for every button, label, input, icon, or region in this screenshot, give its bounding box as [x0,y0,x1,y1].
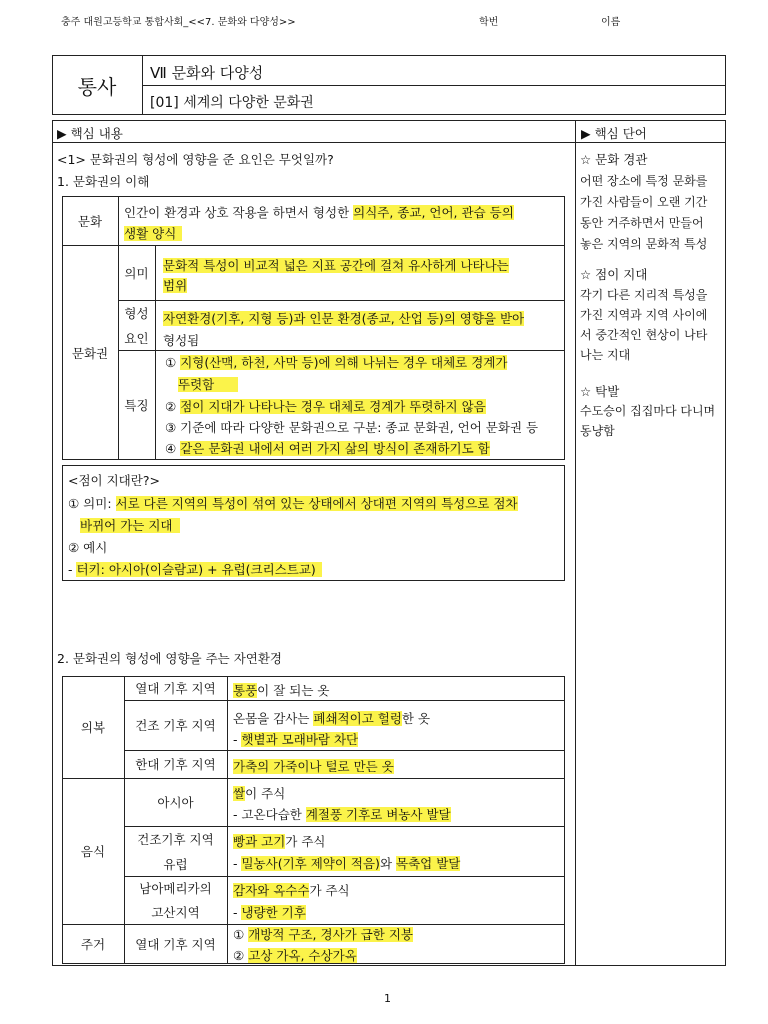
term-transition-zone: ☆ 점이 지대 [580,267,648,282]
clothing-hot-region: 열대 기후 지역 [135,681,216,696]
clothing-label: 의복 [80,720,106,735]
section1-heading: 1. 문화권의 이해 [57,174,150,189]
factor-label: 형성 [124,305,149,321]
transition-example: - 터키: 아시아(이슬람교) + 유럽(크리스트교) [68,560,322,578]
clothing-dry-text: 온몸을 감사는 폐쇄적이고 헐렁한 옷 [233,711,431,726]
culture-definition: 인간이 환경과 상호 작용을 하면서 형성한 의식주, 종교, 언어, 관습 등의 [124,205,514,220]
meaning-label: 의미 [124,265,149,281]
header-title: 충주 대원고등학교 통합사회_<<7. 문화와 다양성>> [61,17,296,28]
food-dry-text: 빵과 고기가 주식 [233,834,326,849]
name-label: 이름 [601,17,621,28]
food-andes-region: 남아메리카의 [139,881,212,896]
region-label: 문화권 [71,345,109,361]
term-cultural-landscape-desc: 어떤 장소에 특정 문화를 가진 사람들이 오랜 기간 동안 거주하면서 만들어 놓은 지역의 문화적 특성 [580,174,708,251]
main-column-head: ▶ 핵심 내용 [57,126,123,141]
subject-title: 통사 [77,74,117,99]
feature-label: 특징 [124,398,149,413]
culture-label: 문화 [77,213,103,229]
culture-definition-hl: 생활 양식 [124,226,182,241]
term-cultural-landscape: ☆ 문화 경관 [580,152,648,167]
meaning-text-2: 범위 [163,278,188,293]
lesson-title: [01] 세계의 다양한 문화권 [150,95,314,111]
food-asia-text-2: - 고온다습한 계절풍 기후로 벼농사 발달 [233,807,451,822]
food-asia-region: 아시아 [157,795,194,810]
factor-text: 자연환경(기후, 지형 등)과 인문 환경(종교, 산업 등)의 영향을 받아 [163,311,525,326]
unit-title: Ⅶ 문화와 다양성 [150,64,264,82]
food-andes-region-2: 고산지역 [151,905,200,920]
food-asia-text: 쌀이 주식 [233,786,286,801]
housing-text: ① 개방적 구조, 경사가 급한 지붕 [233,927,413,942]
transition-example-label: ② 예시 [68,540,108,555]
feature-4: ④ 같은 문화권 내에서 여러 가지 삶의 방식이 존재하기도 함 [165,441,490,456]
feature-1-cont: 뚜렷함 [178,377,238,392]
section2-heading: 2. 문화권의 형성에 영향을 주는 자연환경 [57,651,282,666]
food-dry-region: 건조기후 지역 [137,831,214,847]
feature-3: ③ 기준에 따라 다양한 문화권으로 구분: 종교 문화권, 언어 문화권 등 [165,420,539,435]
feature-2: ② 점이 지대가 나타나는 경우 대체로 경계가 뚜렷하지 않음 [165,399,486,414]
transition-meaning: ① 의미: 서로 다른 지역의 특성이 섞여 있는 상태에서 상대편 지역의 특성으로 점차 [68,496,518,511]
food-dry-text-2: - 밀농사(기후 제약이 적음)와 목축업 발달 [233,856,461,871]
clothing-cold-text: 가축의 가죽이나 털로 만든 옷 [233,759,394,774]
food-dry-region-2: 유럽 [163,856,188,872]
clothing-cold-region: 한대 기후 지역 [135,757,216,772]
meaning-text: 문화적 특성이 비교적 넓은 지표 공간에 걸쳐 유사하게 나타나는 [163,258,509,273]
student-id-label: 학번 [479,17,499,28]
food-andes-text: 감자와 옥수수가 주식 [233,883,350,898]
term-takbal-desc: 수도승이 집집마다 다니며 동냥함 [580,404,716,438]
feature-1: ① 지형(산맥, 하천, 사막 등)에 의해 나뉘는 경우 대체로 경계가 [165,355,508,370]
clothing-dry-text-2: - 햇볕과 모래바람 차단 [233,732,359,747]
term-takbal: ☆ 탁발 [580,384,620,399]
term-transition-zone-desc: 각기 다른 지리적 특성을 가진 지역과 지역 사이에 서 중간적인 현상이 나타 나는 지대 [580,288,708,362]
clothing-dry-region: 건조 기후 지역 [135,718,216,733]
question-text: <1> 문화권의 형성에 영향을 준 요인은 무엇일까? [57,152,334,167]
side-column-head: ▶ 핵심 단어 [581,126,647,141]
factor-text-2: 형성됨 [163,333,200,348]
transition-meaning-cont: 바뀌어 가는 지대 [80,518,180,533]
page-number: 1 [384,992,391,1005]
transition-title: <점이 지대란?> [68,473,160,488]
clothing-hot-text: 통풍이 잘 되는 옷 [233,683,330,698]
housing-text-2: ② 고상 가옥, 수상가옥 [233,948,357,963]
factor-label-2: 요인 [124,330,149,346]
housing-label: 주거 [80,937,106,952]
housing-region: 열대 기후 지역 [135,937,216,952]
food-label: 음식 [80,844,106,859]
food-andes-text-2: - 냉량한 기후 [233,905,306,920]
